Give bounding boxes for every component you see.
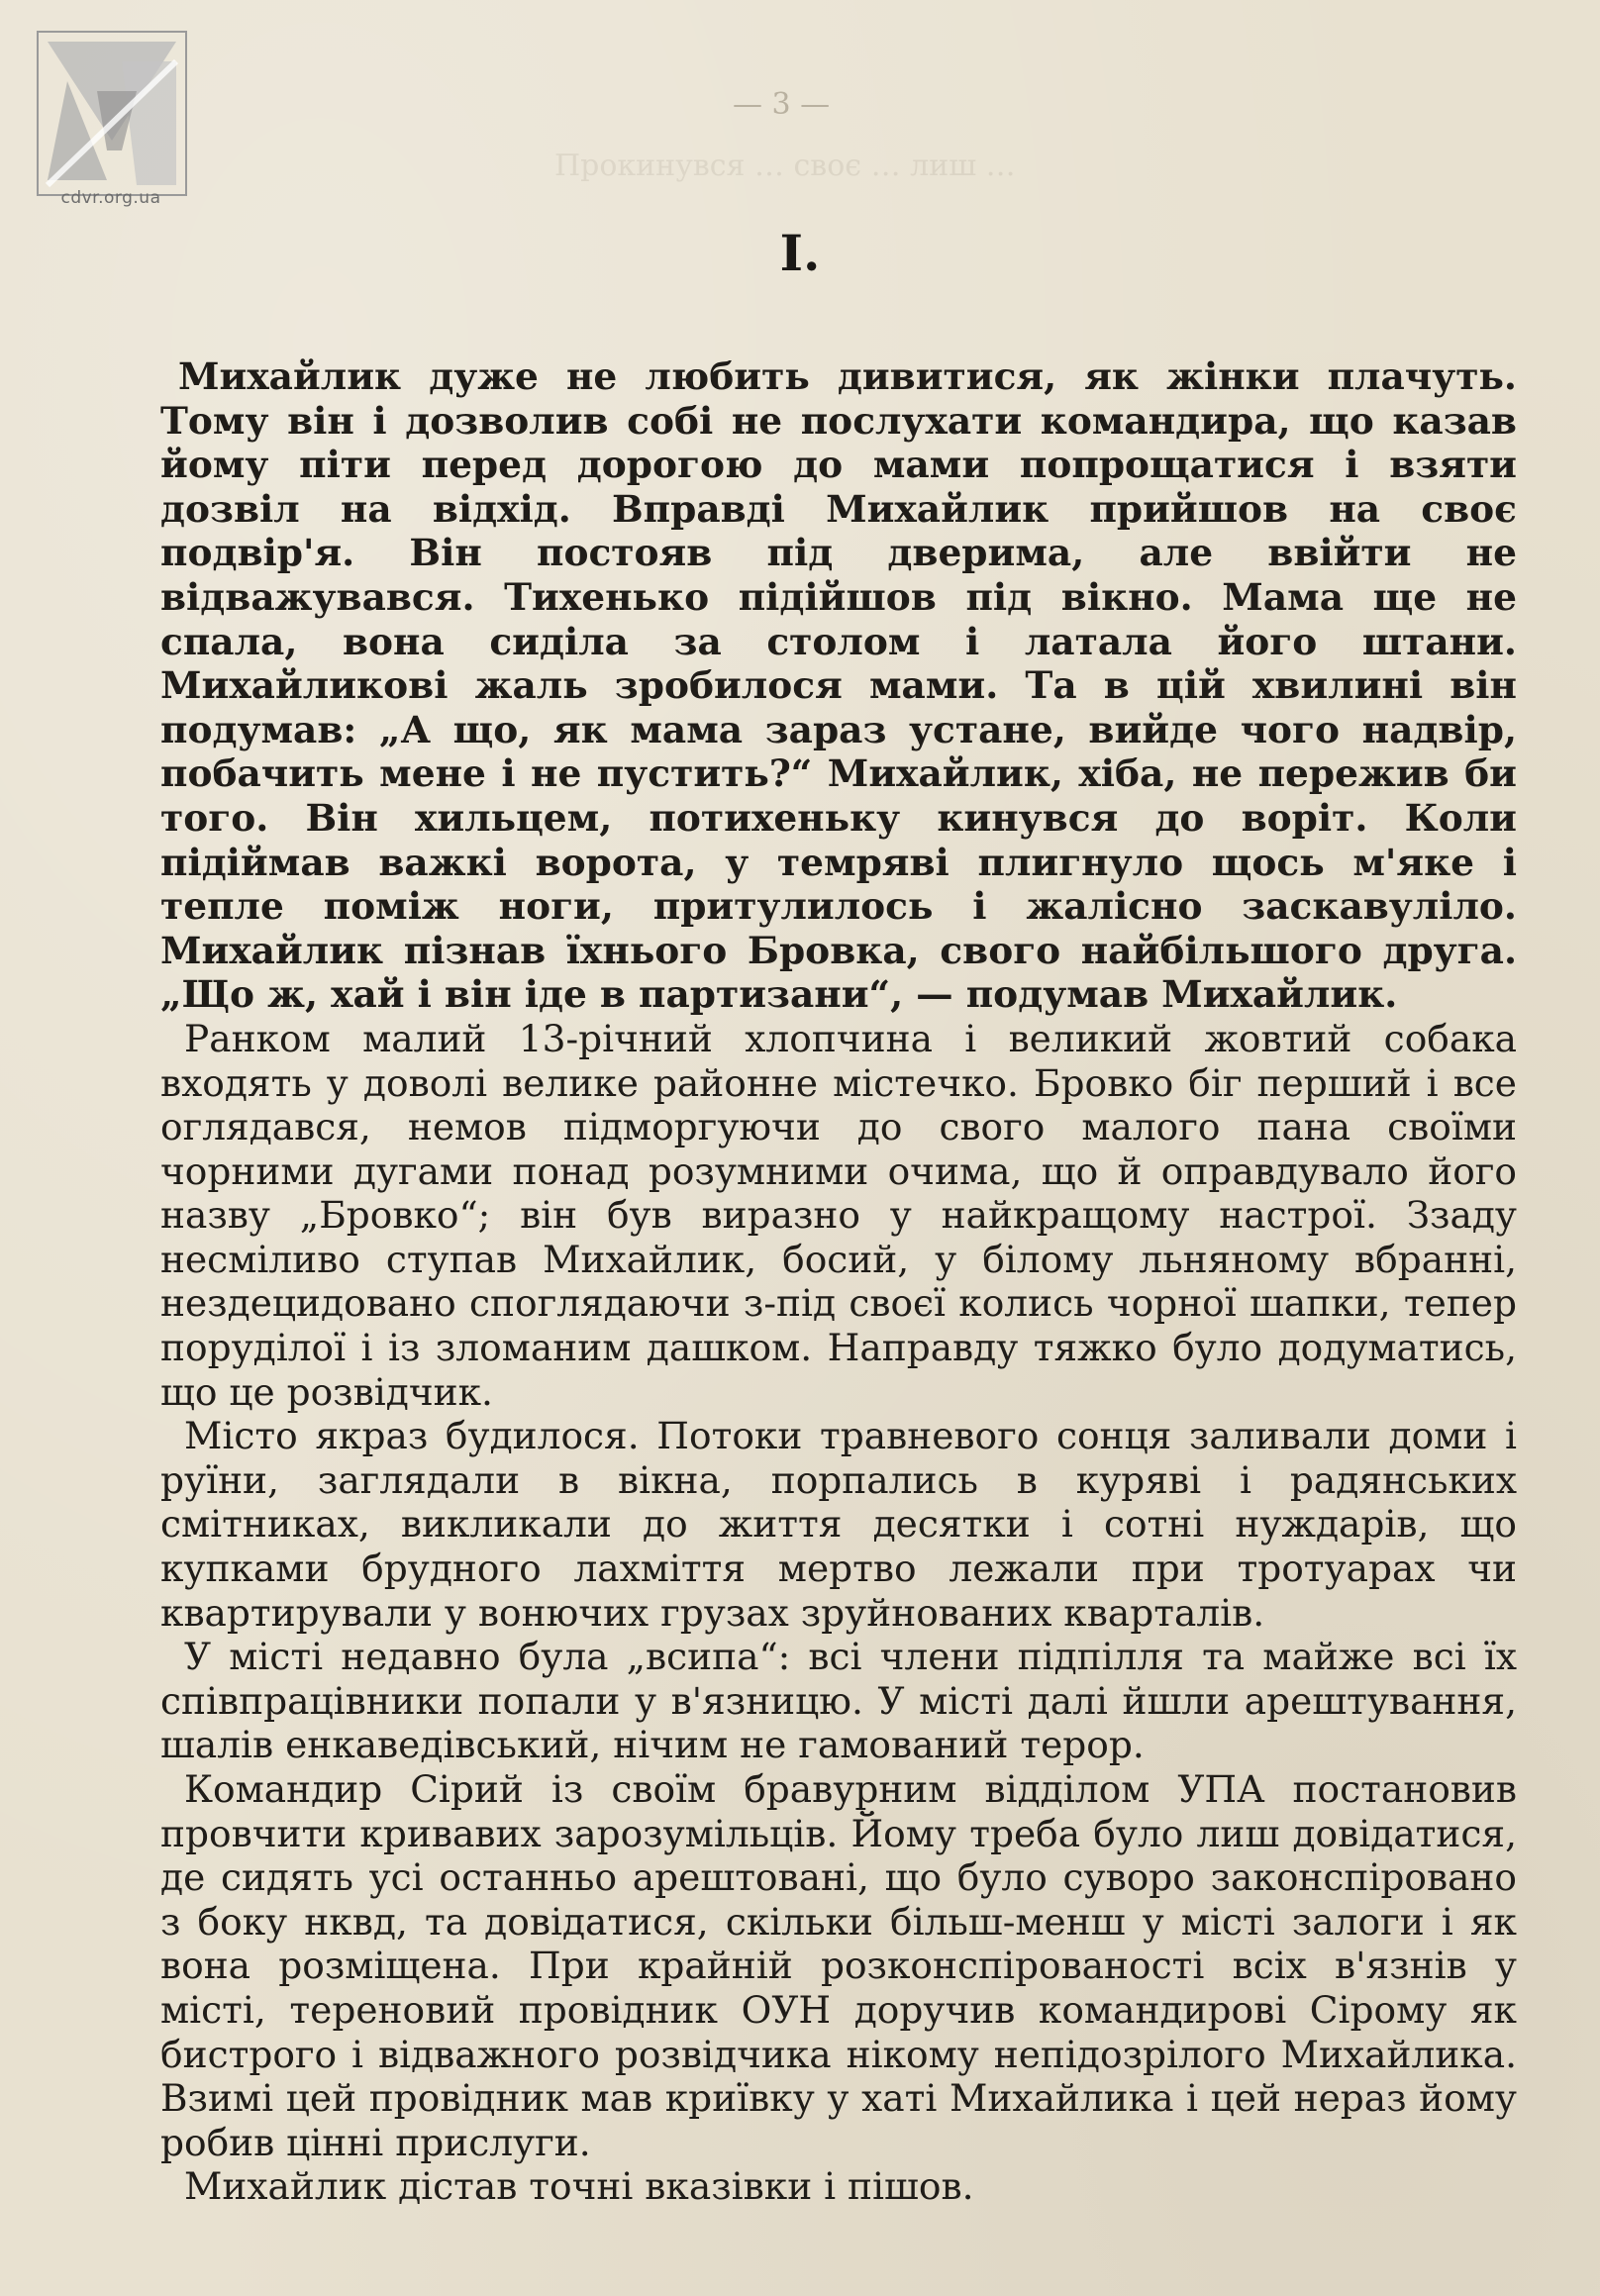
paragraph-6: Михайлик дістав точні вказівки і пішов. <box>184 2164 974 2209</box>
paragraph-3: Місто якраз будилося. Потоки травневого сонця заливали доми і руїни, заглядали в вікна, порпались в куряві і радянських смітниках, викликали до життя десятки і сотні нуждарів, що купками брудного лахміття мертво лежали при тротуарах чи квартирували у вонючих грузах зруйнованих кварталів. <box>160 1414 1517 1635</box>
paragraph-4: У місті недавно була „всипа“: всі члени підпілля та майже всі їх співпрацівники попали у в'язницю. У місті далі йшли арештування, шалів енкаведівський, нічим не гамований терор. <box>160 1635 1517 1767</box>
body-text <box>160 354 1517 2209</box>
logo-caption: cdvr.org.ua <box>60 188 161 208</box>
chapter-number: I. <box>779 224 821 282</box>
paragraph-2: Ранком малий 13-річний хлопчина і великий жовтий собака входять у доволі велике районне містечко. Бровко біг перший і все оглядався, немов підморгуючи до свого малого пана своїми чорними дугами понад розумними очима, що й оправдувало його назву „Бровко“; він був виразно у найкращому настрої. Ззаду несміливо ступав Михайлик, босий, у білому льняному вбранні, нездецидовано споглядаючи з-під своєї колись чорної шапки, тепер поруділої і із зломаним дашком. Направду тяжко було додуматись, що це розвідчик. <box>160 1016 1517 1414</box>
cdvr-logo-icon <box>28 22 196 210</box>
page-number: — 3 — <box>733 87 831 122</box>
bleed-through-text: Прокинувся … своє … лиш … <box>554 149 1016 183</box>
paragraph-1: Михайлик дуже не любить дивитися, як жінки плачуть. Тому він і дозволив собі не послухати командира, що казав йому піти перед дорогою до мами попрощатися і взяти дозвіл на відхід. Вправді Михайлик прийшов на своє подвір'я. Він постояв під дверима, але ввійти не відважувався. Тихенько підійшов під вікно. Мама ще не спала, вона сиділа за столом і латала його штани. Михайликові жаль зробилося мами. Та в цій хвилині він подумав: „А що, як мама зараз устане, вийде чого надвір, побачить мене і не пустить?“ Михайлик, хіба, не пережив би того. Він хильцем, потихеньку кинувся до воріт. Коли підіймав важкі ворота, у темряві плигнуло щось м'яке і тепле поміж ноги, притулилось і жалісно заскавуліло. Михайлик пізнав їхнього Бровка, свого найбільшого друга. „Що ж, хай і він іде в партизани“, — подумав Михайлик. <box>160 354 1517 1017</box>
paragraph-5: Командир Сірий із своїм бравурним відділом УПА постановив провчити кривавих зарозумільців. Йому треба було лиш довідатися, де сидять усі останньо арештовані, що було суворо законспіровано з боку нквд, та довідатися, скільки більш-менш у місті залоги і як вона розміщена. При крайній розконспірованості всіх в'язнів у місті, тереновий провідник ОУН доручив командирові Сірому як бистрого і відважного розвідчика нікому непідозрілого Михайлика. Взимі цей провідник мав криївку у хаті Михайлика і цей нераз йому робив цінні прислуги. <box>160 1767 1517 2164</box>
